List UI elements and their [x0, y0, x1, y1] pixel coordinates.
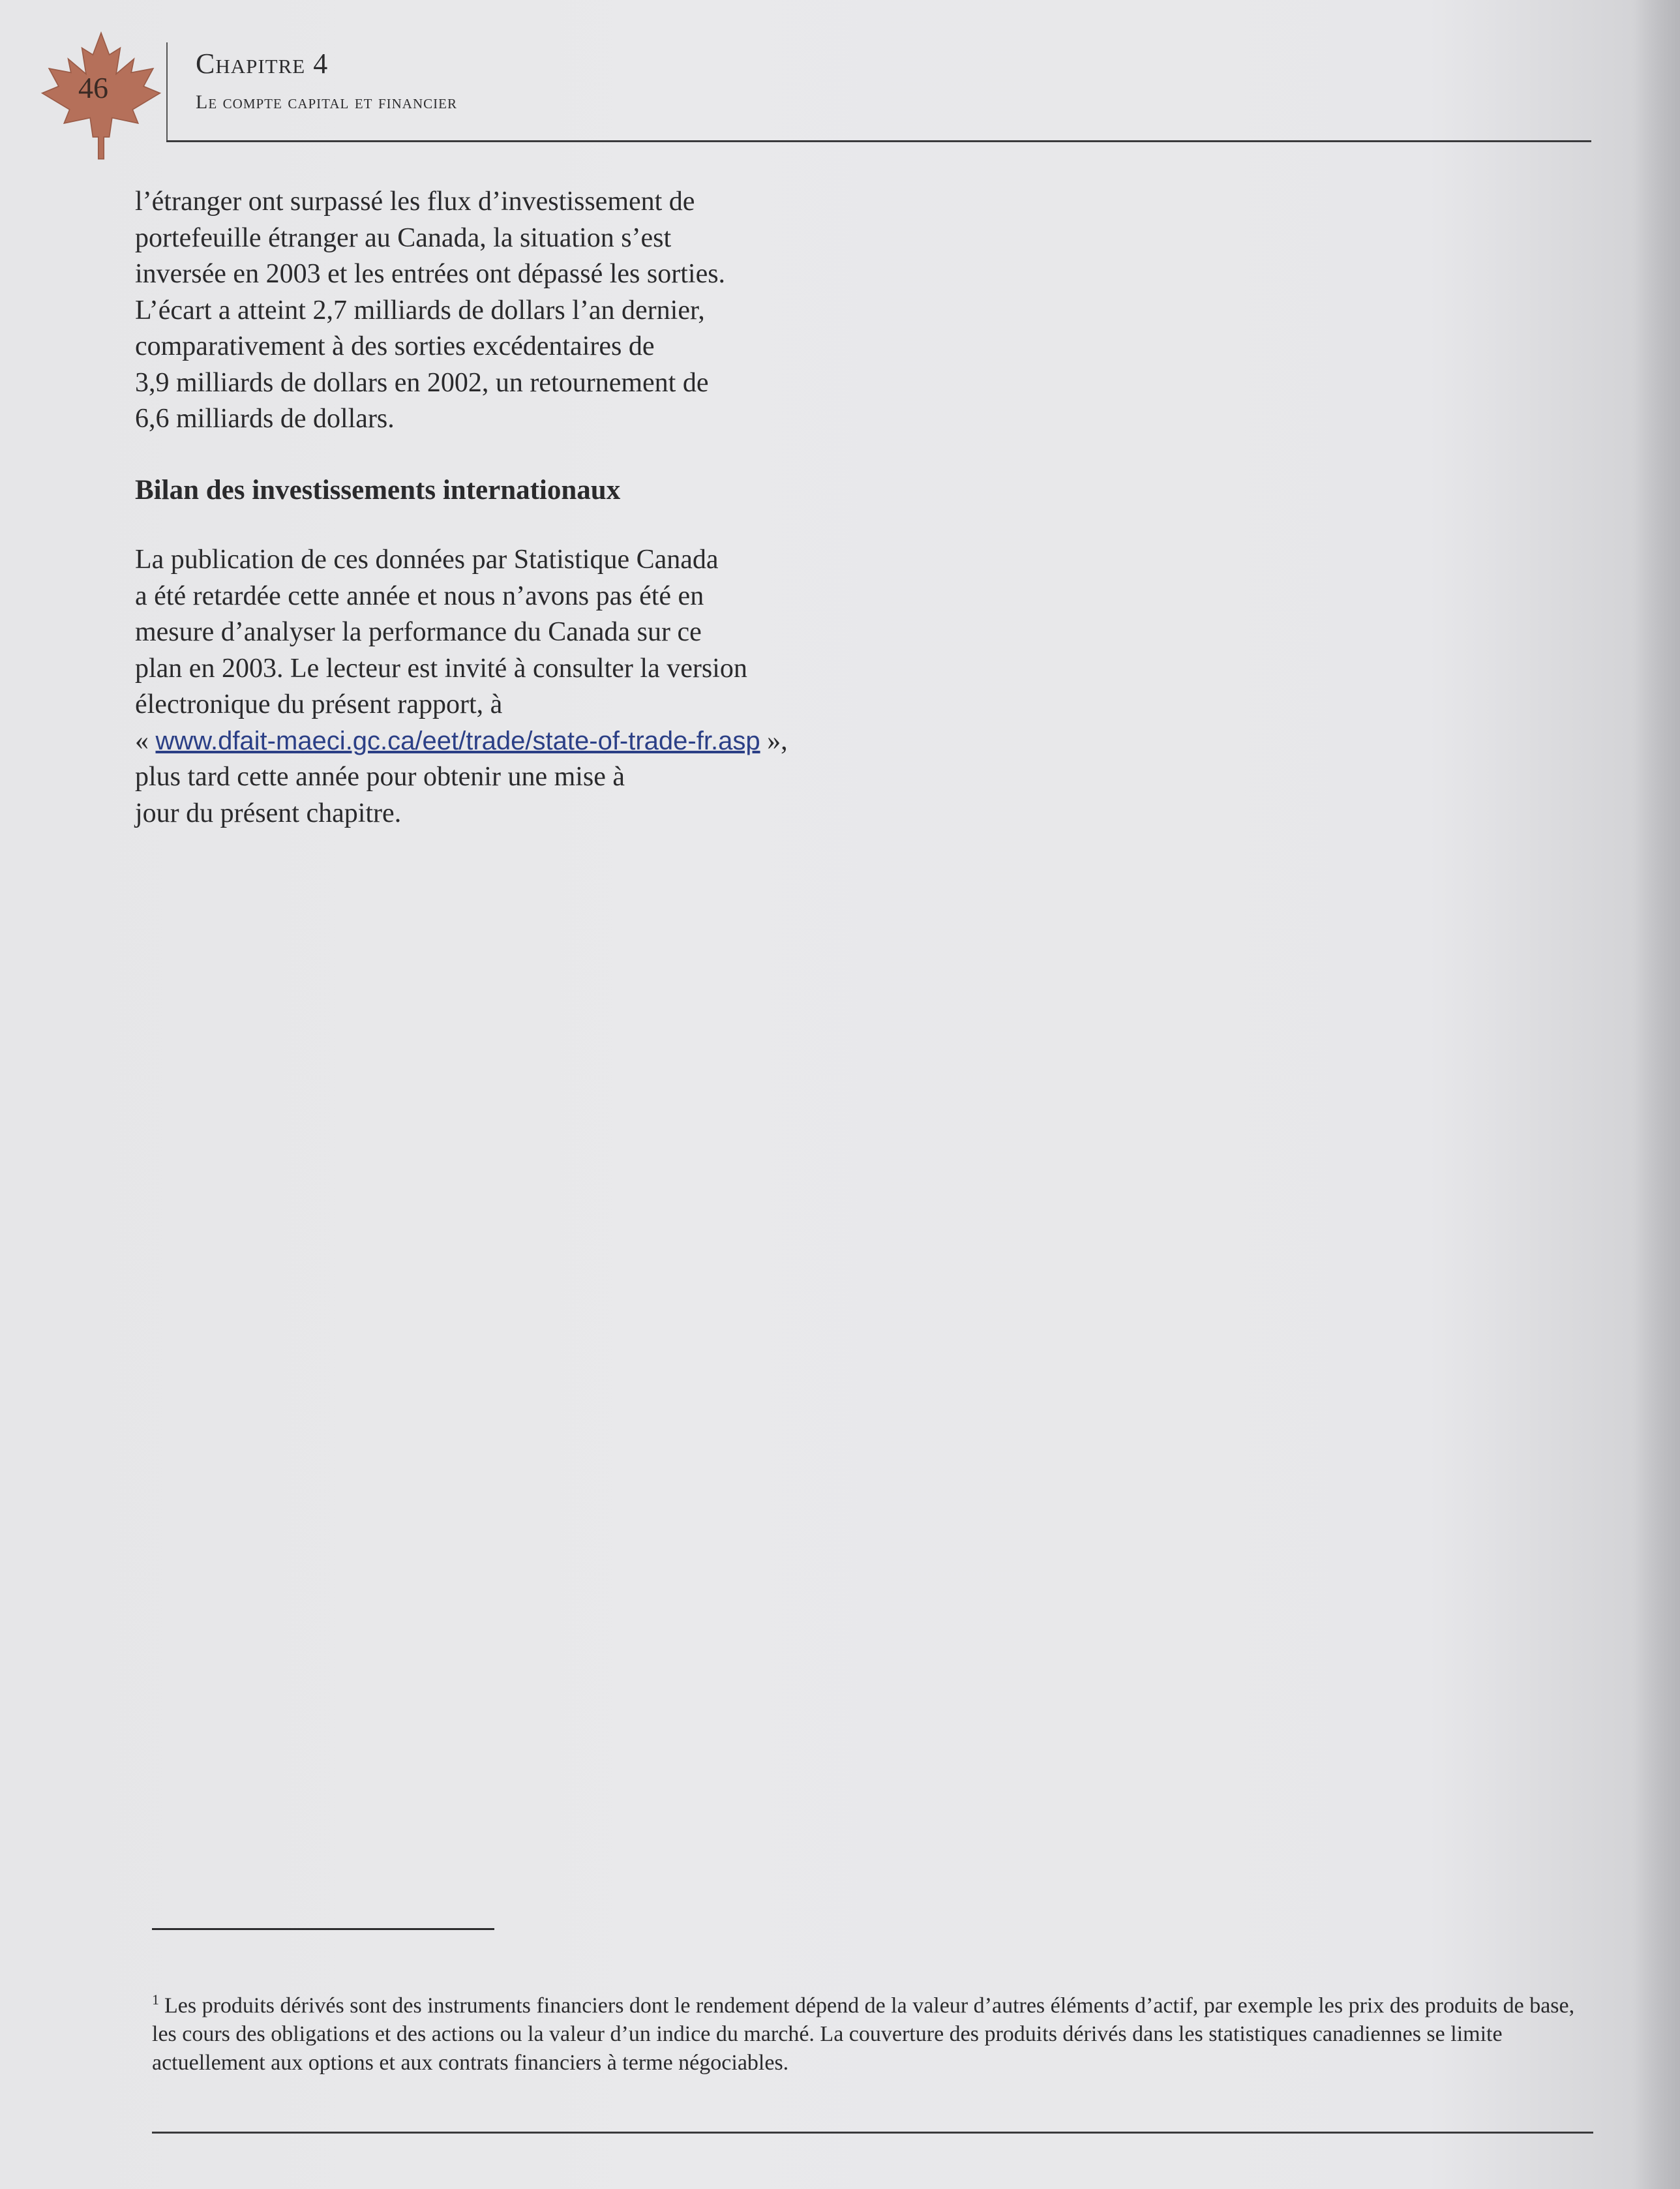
binding-shadow [1634, 0, 1680, 2189]
text-line: 6,6 milliards de dollars. [135, 404, 395, 434]
footnote-marker: 1 [152, 1991, 159, 2008]
footnote-text: Les produits dérivés sont des instruments financiers dont le rendement dépend de la valeur d’autres éléments d’actif, par exemple les prix des produits de base, les cours des obligations et des actions ou la valeur d’un indice du marché. La couverture des produits dérivés dans les statistiques canadiennes se limite actuellement aux options et aux contrats financiers à terme négociables. [152, 1993, 1575, 2076]
text-line: mesure d’analyser la performance du Canada sur ce [135, 617, 702, 647]
text-line: 3,9 milliards de dollars en 2002, un retournement de [135, 367, 709, 398]
section-heading: Bilan des investissements internationaux [135, 474, 621, 506]
report-link[interactable]: www.dfait-maeci.gc.ca/eet/trade/state-of-trade-fr.asp [155, 726, 760, 755]
footnote-rule [152, 1928, 494, 1930]
text-line: portefeuille étranger au Canada, la situation s’est [135, 222, 672, 253]
header-divider [166, 42, 168, 140]
text-line: plus tard cette année pour obtenir une mise à [135, 762, 625, 792]
link-close-quote: », [760, 725, 788, 756]
link-open-quote: « [135, 725, 156, 756]
header-rule [166, 140, 1591, 142]
text-line: La publication de ces données par Statistique Canada [135, 545, 719, 575]
footer-rule [152, 2132, 1593, 2134]
text-line: inversée en 2003 et les entrées ont dépassé les sorties. [135, 259, 726, 289]
link-line [135, 723, 865, 760]
chapter-label: Chapitre 4 [196, 48, 329, 80]
text-line: L’écart a atteint 2,7 milliards de dollars l’an dernier, [135, 295, 705, 325]
chapter-subtitle: Le compte capital et financier [196, 91, 457, 113]
text-line: comparativement à des sorties excédentaires de [135, 331, 655, 361]
text-line: jour du présent chapitre. [135, 798, 402, 828]
text-line: a été retardée cette année et nous n’avons pas été en [135, 581, 704, 611]
footnote [152, 1985, 1593, 2077]
text-line: électronique du présent rapport, à [135, 689, 503, 719]
paragraph-continued [135, 184, 865, 438]
body-column [135, 184, 865, 832]
text-line: plan en 2003. Le lecteur est invité à consulter la version [135, 653, 747, 684]
page-number: 46 [78, 71, 108, 104]
paragraph-bilan [135, 542, 865, 832]
text-line: l’étranger ont surpassé les flux d’investissement de [135, 187, 695, 217]
